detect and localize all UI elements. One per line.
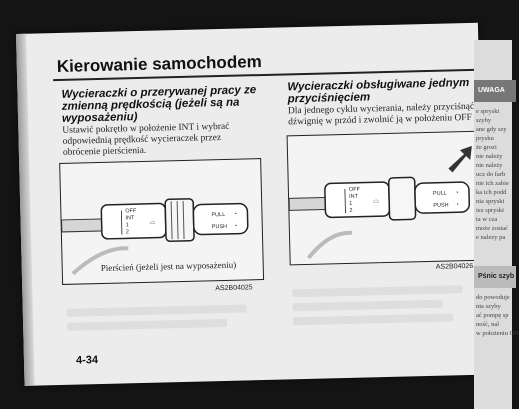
show-through-text xyxy=(293,300,443,312)
show-through-text xyxy=(293,313,453,325)
show-through-text xyxy=(67,304,247,316)
figure-code: AS2B04026 xyxy=(435,262,474,271)
next-page-line: ność, nal xyxy=(476,321,500,328)
next-page-line: nie ich zabie xyxy=(476,180,509,187)
wiper-stalk-diagram-left xyxy=(59,158,264,285)
next-page-line: ane gdy szy xyxy=(476,126,507,133)
section-heading: Wycieraczki o przerywanej pracy ze zmienną prędkością (jeżeli są na wyposażeniu) xyxy=(61,84,257,125)
next-page-line: w położeniu ON xyxy=(476,330,519,337)
washer-symbol-icon: ◔ xyxy=(233,223,238,230)
page-header-title: Kierowanie samochodem xyxy=(56,52,262,77)
next-page-line: że grozi xyxy=(476,144,497,151)
next-page-line: e spryski xyxy=(476,108,500,115)
position-label: 2 xyxy=(349,207,353,214)
section-body: Dla jednego cyklu wycierania, należy przyciśnąć dźwignię w przód i zwolnić ją w położeniu OFF xyxy=(287,101,475,128)
position-label: INT xyxy=(125,215,135,222)
next-page-line: e nalezy pa xyxy=(476,234,506,241)
show-through-text xyxy=(292,285,462,297)
pull-label: PULL xyxy=(211,211,226,219)
push-direction-arrow-icon xyxy=(448,146,473,173)
position-label: OFF xyxy=(125,208,137,215)
section-variable-intermittent xyxy=(61,84,258,159)
warning-banner: UWAGA xyxy=(474,80,516,102)
position-label: INT xyxy=(349,193,359,200)
ring-control xyxy=(165,199,194,242)
book-spine xyxy=(16,34,35,386)
push-label: PUSH xyxy=(211,223,228,231)
show-through-text xyxy=(67,319,227,331)
section-one-touch xyxy=(287,77,483,129)
position-label: 1 xyxy=(125,222,129,229)
next-page-line: iez spryski xyxy=(476,207,504,214)
position-label: 2 xyxy=(125,229,130,236)
next-page-line: ka ich podd xyxy=(476,189,507,196)
next-page-line: ta w cza xyxy=(476,216,498,223)
next-page-line: nia szyby xyxy=(476,303,501,310)
wiper-symbol-icon: ⌓ xyxy=(373,197,379,205)
next-page-line: nia spryski xyxy=(476,198,505,205)
pull-label: PULL xyxy=(432,190,447,197)
wiper-symbol-icon: ⌓ xyxy=(149,218,156,226)
next-page-line: do powoduje xyxy=(476,294,510,301)
figure-code: AS2B04025 xyxy=(215,284,253,293)
next-page-edge xyxy=(474,40,519,409)
section-body: Ustawić pokrętło w położenie INT i wybrać odpowiednią prędkość wycieraczek przez obrócenie pierścienia. xyxy=(62,121,230,158)
position-label: 1 xyxy=(349,200,353,207)
washer-symbol-icon: ◔ xyxy=(455,202,460,209)
next-page-line: nie należy xyxy=(476,153,503,160)
push-label: PUSH xyxy=(433,202,449,209)
section-heading: Wycieraczki obsługiwane jednym przyciśnięciem xyxy=(287,76,470,106)
next-page-line: może zostać xyxy=(476,225,508,232)
next-page-line: szyby xyxy=(476,117,492,124)
next-section-banner: Pśnic szyb xyxy=(474,266,516,288)
next-page-line: prysku xyxy=(476,135,494,142)
page-number: 4-34 xyxy=(75,354,99,367)
washer-symbol-icon: ◔ xyxy=(233,211,238,218)
manual-page xyxy=(16,23,486,386)
position-label: OFF xyxy=(348,186,360,193)
stalk-illustration xyxy=(288,132,481,265)
washer-symbol-icon: ◔ xyxy=(454,190,459,197)
next-page-line: ucz do farb xyxy=(476,171,506,178)
diagram-caption: Pierścień (jeżeli jest na wyposażeniu) xyxy=(100,259,237,273)
next-page-line: ać pompę sp xyxy=(476,312,509,319)
wiper-stalk-diagram-right xyxy=(287,131,482,266)
next-page-line: nie należy xyxy=(476,162,503,169)
